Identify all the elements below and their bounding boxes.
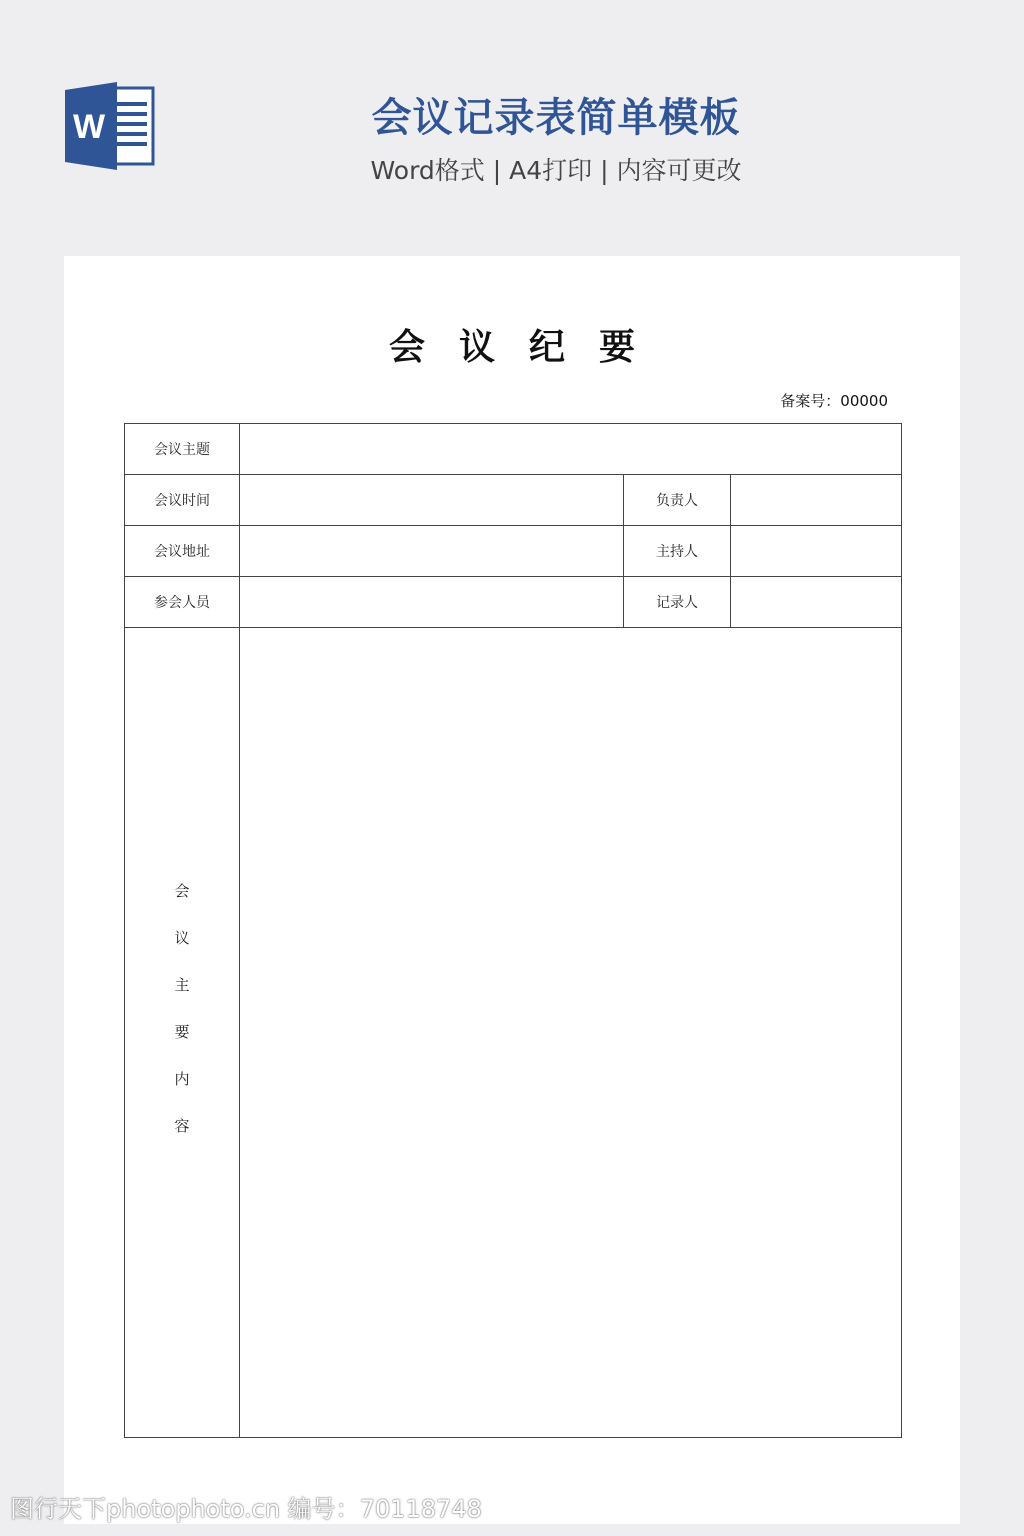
table-row (125, 577, 902, 628)
label-main-content: 会议主要内容 (174, 882, 190, 1135)
label-attendees: 参会人员 (125, 577, 240, 628)
table-row (125, 475, 902, 526)
record-number: 备案号：00000 (780, 392, 888, 410)
label-topic: 会议主题 (125, 424, 240, 475)
label-time: 会议时间 (125, 475, 240, 526)
label-host: 主持人 (624, 526, 731, 577)
field-attendees[interactable] (240, 577, 624, 628)
field-recorder[interactable] (731, 577, 902, 628)
table-row (125, 526, 902, 577)
banner-subtitle: Word格式 | A4打印 | 内容可更改 (370, 156, 742, 185)
field-topic[interactable] (240, 424, 902, 475)
banner-title: 会议记录表简单模板 (371, 95, 741, 141)
field-address[interactable] (240, 526, 624, 577)
table-row (125, 628, 902, 1438)
word-logo-letter: W (72, 108, 106, 146)
field-time[interactable] (240, 475, 624, 526)
document-title: 会议纪要 (388, 326, 669, 368)
label-address: 会议地址 (125, 526, 240, 577)
label-responsible: 负责人 (624, 475, 731, 526)
table-row (125, 424, 902, 475)
label-main-content-cell (125, 628, 240, 1438)
field-host[interactable] (731, 526, 902, 577)
label-recorder: 记录人 (624, 577, 731, 628)
watermark: 图行天下photophoto.cn 编号：70118748 (10, 1495, 482, 1523)
word-logo-icon (65, 82, 155, 170)
field-responsible[interactable] (731, 475, 902, 526)
meeting-form-table (124, 423, 902, 1438)
field-main-content[interactable] (240, 628, 902, 1438)
